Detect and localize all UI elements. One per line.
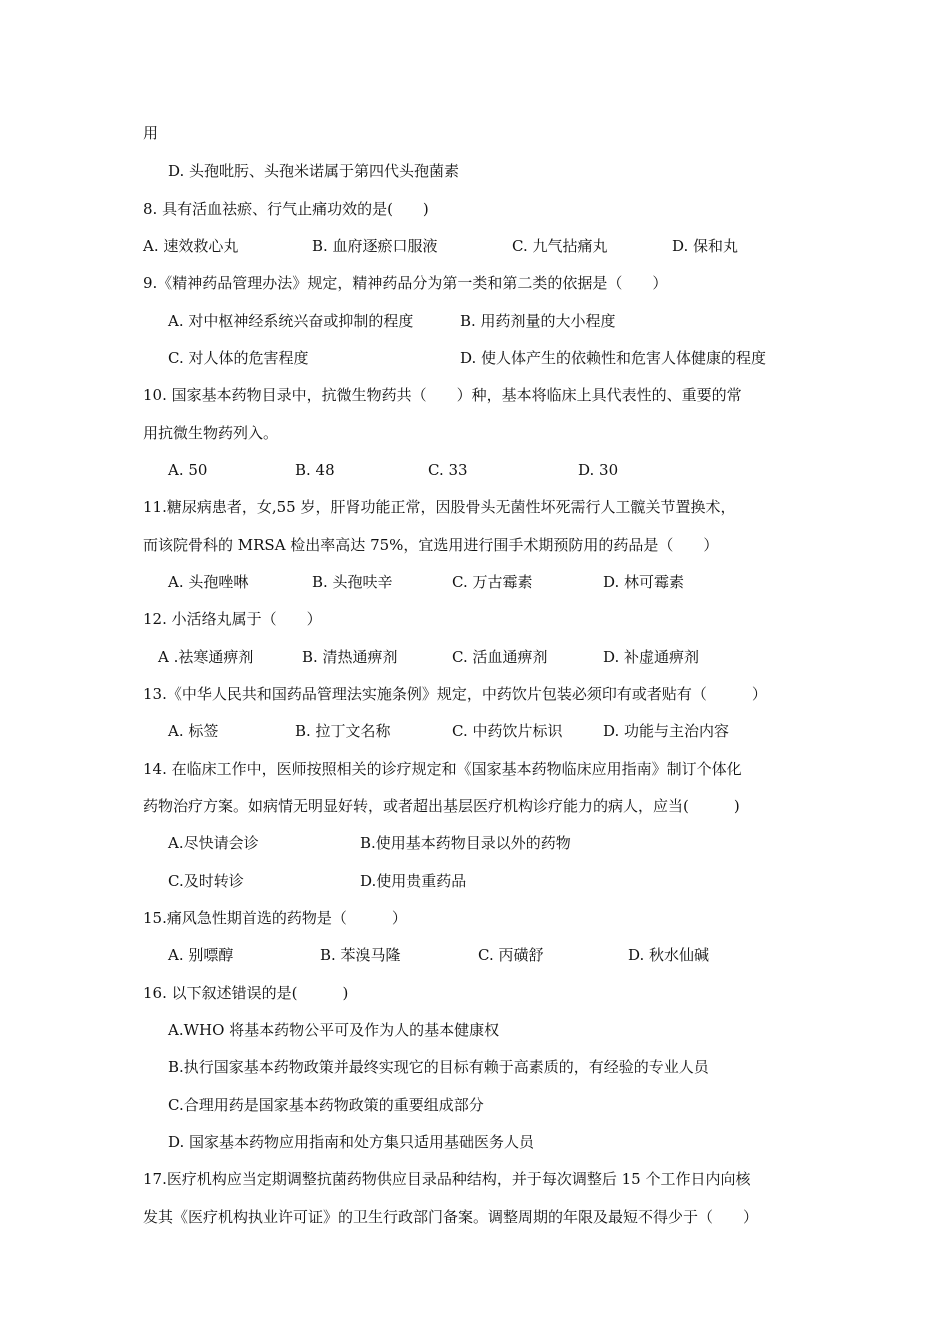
q10-option-c: C. 33: [428, 461, 468, 479]
q8-option-c: C. 九气拈痛丸: [512, 237, 608, 255]
q13-option-b: B. 拉丁文名称: [295, 722, 391, 740]
q7-option-d: D. 头孢吡肟、头孢米诺属于第四代头孢菌素: [168, 162, 460, 180]
q14-option-d: D.使用贵重药品: [360, 872, 467, 890]
question-11-cont: 而该院骨科的 MRSA 检出率高达 75%，宜选用进行围手术期预防用的药品是（ ）: [143, 536, 719, 554]
q14-option-c: C.及时转诊: [168, 872, 244, 890]
q8-option-a: A. 速效救心丸: [143, 237, 239, 255]
question-13: 13.《中华人民共和国药品管理法实施条例》规定，中药饮片包装必须印有或者贴有（ ）: [143, 685, 767, 703]
q9-option-b: B. 用药剂量的大小程度: [460, 312, 616, 330]
question-14: 14. 在临床工作中，医师按照相关的诊疗规定和《国家基本药物临床应用指南》制订个体化: [143, 760, 742, 778]
q16-option-c: C.合理用药是国家基本药物政策的重要组成部分: [168, 1096, 484, 1114]
q15-option-d: D. 秋水仙碱: [628, 946, 710, 964]
q9-option-c: C. 对人体的危害程度: [168, 349, 309, 367]
q14-option-b: B.使用基本药物目录以外的药物: [360, 834, 571, 852]
question-16: 16. 以下叙述错误的是( ): [143, 984, 349, 1002]
q12-option-d: D. 补虚通痹剂: [603, 648, 700, 666]
q15-option-c: C. 丙磺舒: [478, 946, 544, 964]
q15-option-a: A. 别嘌醇: [168, 946, 234, 964]
q9-option-d: D. 使人体产生的依赖性和危害人体健康的程度: [460, 349, 767, 367]
question-14-cont: 药物治疗方案。如病情无明显好转，或者超出基层医疗机构诊疗能力的病人，应当( ): [143, 797, 740, 815]
question-17-cont: 发其《医疗机构执业许可证》的卫生行政部门备案。调整周期的年限及最短不得少于（ ）: [143, 1208, 759, 1226]
q12-option-c: C. 活血通痹剂: [452, 648, 548, 666]
q14-option-a: A.尽快请会诊: [168, 834, 259, 852]
q16-option-a: A.WHO 将基本药物公平可及作为人的基本健康权: [168, 1021, 500, 1039]
q16-option-d: D. 国家基本药物应用指南和处方集只适用基础医务人员: [168, 1133, 535, 1151]
question-12: 12. 小活络丸属于（ ）: [143, 610, 322, 628]
q10-option-d: D. 30: [578, 461, 619, 479]
q11-option-c: C. 万古霉素: [452, 573, 533, 591]
q10-option-a: A. 50: [168, 461, 208, 479]
q12-option-b: B. 清热通痹剂: [302, 648, 398, 666]
question-15: 15.痛风急性期首选的药物是（ ）: [143, 909, 407, 927]
question-11: 11.糖尿病患者，女,55 岁，肝肾功能正常，因股骨头无菌性坏死需行人工髋关节置换术，: [143, 498, 736, 516]
question-10-cont: 用抗微生物药列入。: [143, 424, 279, 442]
question-8: 8. 具有活血祛瘀、行气止痛功效的是( ): [143, 200, 429, 218]
q13-option-a: A. 标签: [168, 722, 219, 740]
question-9: 9.《精神药品管理办法》规定，精神药品分为第一类和第二类的依据是（ ）: [143, 274, 668, 292]
q13-option-d: D. 功能与主治内容: [603, 722, 730, 740]
q13-option-c: C. 中药饮片标识: [452, 722, 563, 740]
q12-option-a: A .祛寒通痹剂: [158, 648, 254, 666]
q11-option-a: A. 头孢唑啉: [168, 573, 249, 591]
q16-option-b: B.执行国家基本药物政策并最终实现它的目标有赖于高素质的，有经验的专业人员: [168, 1058, 709, 1076]
q10-option-b: B. 48: [295, 461, 335, 479]
q8-option-d: D. 保和丸: [672, 237, 739, 255]
question-10: 10. 国家基本药物目录中，抗微生物药共（ ）种，基本将临床上具代表性的、重要的常: [143, 386, 742, 404]
q11-option-b: B. 头孢呋辛: [312, 573, 393, 591]
question-17: 17.医疗机构应当定期调整抗菌药物供应目录品种结构，并于每次调整后 15 个工作日内向核: [143, 1170, 751, 1188]
q11-option-d: D. 林可霉素: [603, 573, 685, 591]
q15-option-b: B. 苯溴马隆: [320, 946, 401, 964]
q8-option-b: B. 血府逐瘀口服液: [312, 237, 438, 255]
continuation-text: 用: [143, 124, 159, 142]
q9-option-a: A. 对中枢神经系统兴奋或抑制的程度: [168, 312, 414, 330]
